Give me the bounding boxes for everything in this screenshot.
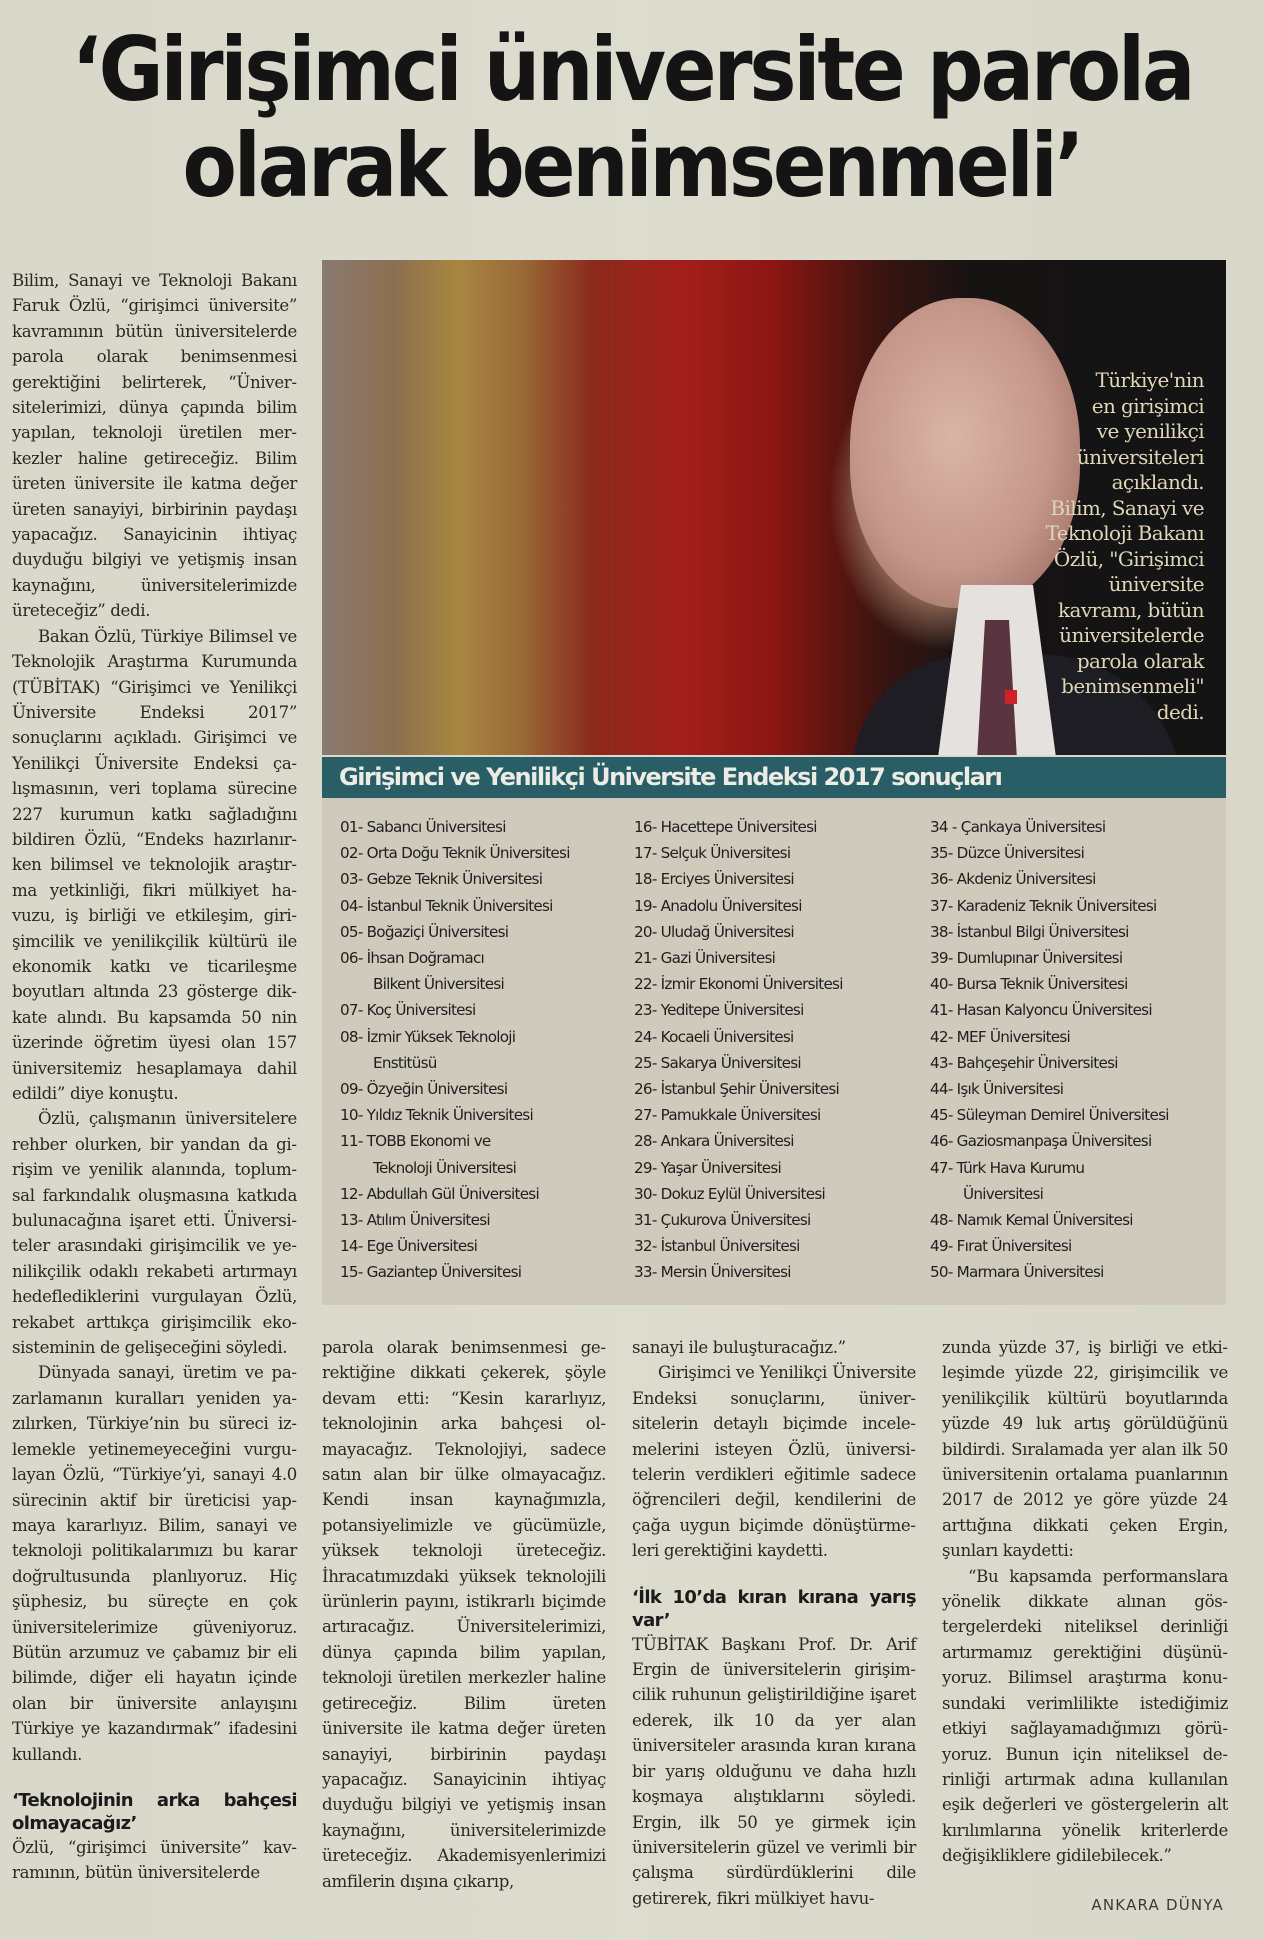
university-name: Yaşar Üniversitesi [660,1158,782,1177]
ranking-item [930,919,1220,945]
minister-photo [322,260,1226,755]
university-name: Pamukkale Üniversitesi [660,1106,821,1125]
caption-line: üniversitelerde [1059,623,1204,647]
university-name: TOBB Ekonomi ve [366,1132,491,1151]
university-name: Namık Kemal Üniversitesi [956,1211,1133,1230]
paragraph: Özlü, “girişimci üniversite” kavramının, bütün üniversitelerde [12,1837,297,1883]
paragraph: parola olarak benimsenmesi gerektiğine dikkati çekerek, şöyle devam etti: “Kesin kararlıyız, teknolojinin arka bahçesi olmayacağız. Teknolojiyi, sadece satın alan bir ülke olmayacağız. Kendi insan kaynağımızla, potansiyelimizle ve gücümüzle, yüksek teknoloji üreteceğiz. İhracatımızdaki yüksek teknolojili ürünlerin payını, istikrarlı biçimde artıracağız. Üniversitelerimizi, dünya çapında bilim yapılan, teknoloji üretilen merkezler haline getireceğiz. Bilim üreten üniversite ile katma değer üreten sanayiyi, birbirinin paydaşı yapacağız. Sanayicinin ihtiyaç duyduğu bilgiyi ve yetişmiş insan kaynağını, üniversitelerimizde üreteceğiz. Akademisyenlerimizi amfilerin dışına çıkarıp, [322,1338,606,1891]
caption-line: üniversiteleri [1076,444,1204,469]
university-name: İhsan Doğramacı [366,949,485,968]
ranking-item [634,1050,916,1076]
university-name: İzmir Yüksek Teknoloji [366,1027,516,1046]
rank-number: 28- [634,1132,657,1151]
ranking-item [634,1155,916,1181]
rank-number: 06- [340,949,363,968]
university-name: MEF Üniversitesi [956,1027,1071,1046]
university-name: Bahçeşehir Üniversitesi [956,1053,1118,1072]
rank-number: 37- [930,896,953,915]
ranking-item [634,945,916,971]
paragraph: sanayi ile buluşturacağız.” [632,1338,846,1357]
ranking-column-1 [340,814,622,1286]
paragraph: “Bu kapsamda performanslara yönelik dikkate alınan göstergelerdeki niteliksel derinliği artırmamız gerektiğini düşünüyoruz. Bilimsel araştırma konusundaki verimlilikte istediğimiz etkiyi sağlayamadığımızı görüyoruz. Bunun için niteliksel derinliği artırmak adına kullanılan eşik değerleri ve göstergelerin alt kırılımlarına yönelik kriterlerde değişikliklere gidilebilecek.” [942,1566,1228,1866]
university-name: Gebze Teknik Üniversitesi [366,870,543,889]
rank-number: 39- [930,949,953,968]
rank-number: 19- [634,896,657,915]
ranking-item [340,997,622,1023]
subheading: ‘Teknolojinin arka bahçesi olmayacağız’ [12,1789,297,1834]
university-name: Kocaeli Üniversitesi [660,1027,794,1046]
ranking-item [930,866,1220,892]
university-name: Anadolu Üniversitesi [660,896,802,915]
university-name: Dokuz Eylül Üniversitesi [660,1184,825,1203]
subheading: ‘İlk 10’da kıran kırana yarış var’ [632,1586,916,1631]
rank-number: 35- [930,844,953,863]
ranking-item [340,840,622,866]
caption-line: Türkiye'nin [1095,368,1204,392]
rank-number: 02- [340,844,363,863]
university-name: Çukurova Üniversitesi [660,1211,811,1230]
university-name: İstanbul Üniversitesi [660,1237,800,1256]
university-name: Bursa Teknik Üniversitesi [956,975,1128,994]
university-name: Ege Üniversitesi [366,1237,478,1256]
ranking-item [340,1102,622,1128]
university-name: Sabancı Üniversitesi [366,818,506,836]
university-name: Karadeniz Teknik Üniversitesi [956,896,1157,915]
paragraph: TÜBİTAK Başkanı Prof. Dr. Arif Ergin de üniversitelerin girişimcilik ruhunun geliştirildiğine işaret ederek, ilk 10 da yer alan üniversiteler arasında kıran kırana bir yarış olduğunu ve daha hızlı koşmaya alıştıklarını söyledi. Ergin, ilk 50 ye girmek için üniversitelerin güzel ve verimli bir çalışma sürdürdüklerini dile getirerek, fikri mülkiyet havu- [632,1634,916,1908]
rank-number: 47- [930,1158,953,1177]
rank-number: 18- [634,870,657,889]
rank-number: 07- [340,1001,363,1020]
ranking-item [634,840,916,866]
university-name: Düzce Üniversitesi [956,844,1085,863]
ranking-item [634,1207,916,1233]
paragraph: Özlü, çalışmanın üniversitelere rehber olurken, bir yandan da girişim ve yenilik alanında, toplumsal farkındalık oluşmasına katkıda bulunacağına işaret etti. Üniversiteler arasındaki girişimcilik ve yenilikçilik odaklı rekabeti artırmayı hedeflediklerini vurgulayan Özlü, rekabet arttıkça girişimcilik ekosisteminin de gelişeceğini söyledi. [12,1109,297,1358]
ranking-item [634,1233,916,1259]
ranking-item [340,1024,622,1076]
rank-number: 03- [340,870,363,889]
rank-number: 31- [634,1211,657,1230]
rank-number: 46- [930,1132,953,1151]
ranking-item [634,1259,916,1285]
paragraph: Bilim, Sanayi ve Teknoloji Bakanı Faruk Özlü, “girişimci üniversite” kavramının bütün üniversitelerde parola olarak benimsenmesi gerektiğini belirterek, “Üniversitelerimizi, dünya çapında bilim yapılan, teknoloji üretilen merkezler haline getireceğiz. Bilim üreten üniversite ile katma değer üreten sanayiyi, birbirinin paydaşı yapacağız. Sanayicinin ihtiyaç duyduğu bilgiyi ve yetişmiş insan kaynağını, üniversitelerimizde üreteceğiz” dedi. [12,271,297,621]
caption-line: üniversite [1108,572,1204,596]
caption-line: en girişimci [1091,393,1204,418]
rank-number: 17- [634,844,657,863]
ranking-item [634,814,916,840]
rank-number: 05- [340,922,363,941]
article-column-2 [322,1335,606,1894]
ranking-item [634,1128,916,1154]
university-name: Türk Hava Kurumu [956,1158,1085,1177]
university-name-continued: Teknoloji Üniversitesi [373,1158,517,1177]
university-name: Sakarya Üniversitesi [660,1053,801,1072]
ranking-item [930,1050,1220,1076]
rank-number: 30- [634,1184,657,1203]
university-name: Işık Üniversitesi [956,1080,1064,1099]
ranking-item [340,1207,622,1233]
rank-number: 40- [930,975,953,994]
ranking-item [340,945,622,997]
ranking-item [930,814,1220,840]
ranking-item [930,1102,1220,1128]
university-name: İstanbul Şehir Üniversitesi [660,1080,839,1099]
ranking-item [340,1181,622,1207]
university-name: Erciyes Üniversitesi [660,870,794,889]
university-name: Uludağ Üniversitesi [660,922,794,941]
article-column-3 [632,1335,916,1911]
rank-number: 34 - [930,818,957,836]
ranking-item [340,1233,622,1259]
ranking-item [340,1128,622,1180]
rank-number: 13- [340,1211,363,1230]
paragraph: Girişimci ve Yenilikçi Üniversite Endeksi sonuçlarını, üniversitelerin detaylı biçimde incelemelerini isteyen Özlü, üniversitelerin verdikleri eğitimle sadece öğrencileri değil, kendilerini de çağa uygun biçimde dönüştürmeleri gerektiğini kaydetti. [632,1363,916,1561]
ranking-item [634,1076,916,1102]
ranking-item [930,1233,1220,1259]
university-name: Selçuk Üniversitesi [660,844,791,863]
university-name: Koç Üniversitesi [366,1001,476,1020]
rank-number: 26- [634,1080,657,1099]
caption-line: kavramı, bütün [1058,597,1204,622]
ranking-item [340,1076,622,1102]
caption-line: açıklandı. [1111,470,1204,494]
rank-number: 49- [930,1237,953,1256]
rank-number: 11- [340,1132,363,1151]
rank-number: 33- [634,1263,657,1282]
rank-number: 08- [340,1027,363,1046]
ranking-item [634,1024,916,1050]
ranking-item [930,1259,1220,1285]
rank-number: 44- [930,1080,953,1099]
rank-number: 41- [930,1001,953,1020]
caption-line: Özlü, "Girişimci [1053,546,1204,571]
headline-line-2: olarak benimsenmeli’ [182,114,1082,217]
rank-number: 48- [930,1211,953,1230]
ranking-item [634,893,916,919]
university-name: Gazi Üniversitesi [660,949,776,968]
rank-number: 04- [340,896,363,915]
rank-number: 12- [340,1184,363,1203]
rank-number: 09- [340,1080,363,1099]
university-name-continued: Bilkent Üniversitesi [373,975,504,994]
university-name: Özyeğin Üniversitesi [366,1080,508,1099]
university-name-continued: Enstitüsü [373,1053,437,1072]
rank-number: 38- [930,922,953,941]
caption-line: ve yenilikçi [1096,419,1204,443]
ranking-column-3 [930,814,1220,1286]
caption-line: dedi. [1156,699,1204,724]
university-name: Ankara Üniversitesi [660,1132,794,1151]
university-name: Abdullah Gül Üniversitesi [366,1184,539,1203]
rank-number: 22- [634,975,657,994]
university-name: Dumlupınar Üniversitesi [956,949,1123,968]
university-name: Marmara Üniversitesi [956,1263,1104,1282]
university-name: Yeditepe Üniversitesi [660,1001,804,1020]
paragraph: Dünyada sanayi, üretim ve pazarlamanın kuralları yeniden yazılırken, Türkiye’nin bu süreci izlemekle yetinemeyeceğini vurgulayan Özlü, “Türkiye’yi, sanayi 4.0 sürecinin aktif bir üreticisi yapmaya kararlıyız. Bilim, sanayi ve teknoloji politikalarımızı bu karar doğrultusunda planlıyoruz. Hiç şüphesiz, bu süreçte en çok üniversitelerimize güveniyoruz. Bütün arzumuz ve çabamız bir eli bilimde, diğer eli hayatın içinde olan bir üniversite anlayışını Türkiye ye kazandırmak” ifadesini kullandı. [12,1363,297,1764]
ranking-item [930,971,1220,997]
rank-number: 29- [634,1158,657,1177]
university-name: Mersin Üniversitesi [660,1263,791,1282]
rank-number: 15- [340,1263,363,1282]
university-name: Orta Doğu Teknik Üniversitesi [366,844,570,863]
headline [63,18,1201,217]
university-name: Fırat Üniversitesi [956,1237,1072,1256]
headline-line-1: ‘Girişimci üniversite parola [71,18,1193,121]
caption-line: benimsenmeli" [1061,674,1204,698]
university-name: Gaziosmanpaşa Üniversitesi [956,1132,1152,1151]
caption-line: Bilim, Sanayi ve [1050,495,1204,520]
rank-number: 45- [930,1106,953,1125]
rank-number: 01- [340,818,363,836]
ranking-item [930,945,1220,971]
byline: ANKARA DÜNYA [1091,1896,1224,1914]
rank-number: 50- [930,1263,953,1282]
caption-line: Teknoloji Bakanı [1045,521,1204,545]
ranking-item [634,866,916,892]
ranking-item [930,997,1220,1023]
rank-number: 36- [930,870,953,889]
rank-number: 16- [634,818,657,836]
rank-number: 21- [634,949,657,968]
ranking-item [930,840,1220,866]
paragraph: Bakan Özlü, Türkiye Bilimsel ve Teknolojik Araştırma Kurumunda (TÜBİTAK) “Girişimci ve Yenilikçi Üniversite Endeksi 2017” sonuçlarını açıkladı. Girişimci ve Yenilikçi Üniversite Endeksi çalışmasının, veri toplama sürecine 227 kurumun katkı sağladığını bildiren Özlü, “Endeks hazırlanırken bilimsel ve teknolojik araştırma yetkinliği, fikri mülkiyet havuzu, iş birliği ve etkileşim, girişimcilik ve yenilikçilik kültürü ile ekonomik katkı ve ticarileşme boyutları altında 23 gösterge dikkate alındı. Bu kapsamda 50 nin üzerinde öğretim üyesi olan 157 üniversitemiz hesaplamaya dahil edildi” diye konuştu. [12,626,297,1103]
ranking-item [930,1024,1220,1050]
ranking-item [340,814,622,840]
university-name: Çankaya Üniversitesi [960,818,1106,836]
university-name: İstanbul Bilgi Üniversitesi [956,922,1129,941]
article-column-4 [942,1335,1228,1869]
rank-number: 32- [634,1237,657,1256]
university-name: Süleyman Demirel Üniversitesi [956,1106,1169,1125]
photo-caption [974,368,1204,725]
university-name: Atılım Üniversitesi [366,1211,490,1230]
rank-number: 23- [634,1001,657,1020]
ranking-box [322,757,1226,1305]
rank-number: 24- [634,1027,657,1046]
university-name-continued: Üniversitesi [963,1184,1044,1203]
ranking-column-2 [634,814,916,1286]
ranking-item [634,971,916,997]
university-name: İstanbul Teknik Üniversitesi [366,896,553,915]
ranking-item [930,1076,1220,1102]
rank-number: 43- [930,1053,953,1072]
ranking-item [930,1155,1220,1207]
ranking-item [634,997,916,1023]
ranking-item [340,866,622,892]
university-name: Hacettepe Üniversitesi [660,818,817,836]
rank-number: 14- [340,1237,363,1256]
university-name: Hasan Kalyoncu Üniversitesi [956,1001,1152,1020]
university-name: Akdeniz Üniversitesi [956,870,1096,889]
rank-number: 42- [930,1027,953,1046]
rank-number: 27- [634,1106,657,1125]
university-name: Boğaziçi Üniversitesi [366,922,509,941]
ranking-item [340,919,622,945]
ranking-item [930,1128,1220,1154]
caption-line: parola olarak [1076,648,1204,673]
ranking-item [634,919,916,945]
article-column-1 [12,268,297,1886]
ranking-item [930,893,1220,919]
ranking-item [340,893,622,919]
ranking-item [634,1102,916,1128]
ranking-item [340,1259,622,1285]
university-name: İzmir Ekonomi Üniversitesi [660,975,843,994]
rank-number: 20- [634,922,657,941]
paragraph: zunda yüzde 37, iş birliği ve etkileşimde yüzde 22, girişimcilik ve yenilikçilik kültürü boyutlarında yüzde 49 luk artış görüldüğünü bildirdi. Sıralamada yer alan ilk 50 üniversitenin ortalama puanlarının 2017 de 2012 ye göre yüzde 24 arttığına dikkati çeken Ergin, şunları kaydetti: [942,1338,1228,1561]
ranking-item [634,1181,916,1207]
ranking-title: Girişimci ve Yenilikçi Üniversite Endeksi 2017 sonuçları [322,757,1226,798]
university-name: Yıldız Teknik Üniversitesi [366,1106,533,1125]
rank-number: 10- [340,1106,363,1125]
ranking-item [930,1207,1220,1233]
university-name: Gaziantep Üniversitesi [366,1263,522,1282]
rank-number: 25- [634,1053,657,1072]
